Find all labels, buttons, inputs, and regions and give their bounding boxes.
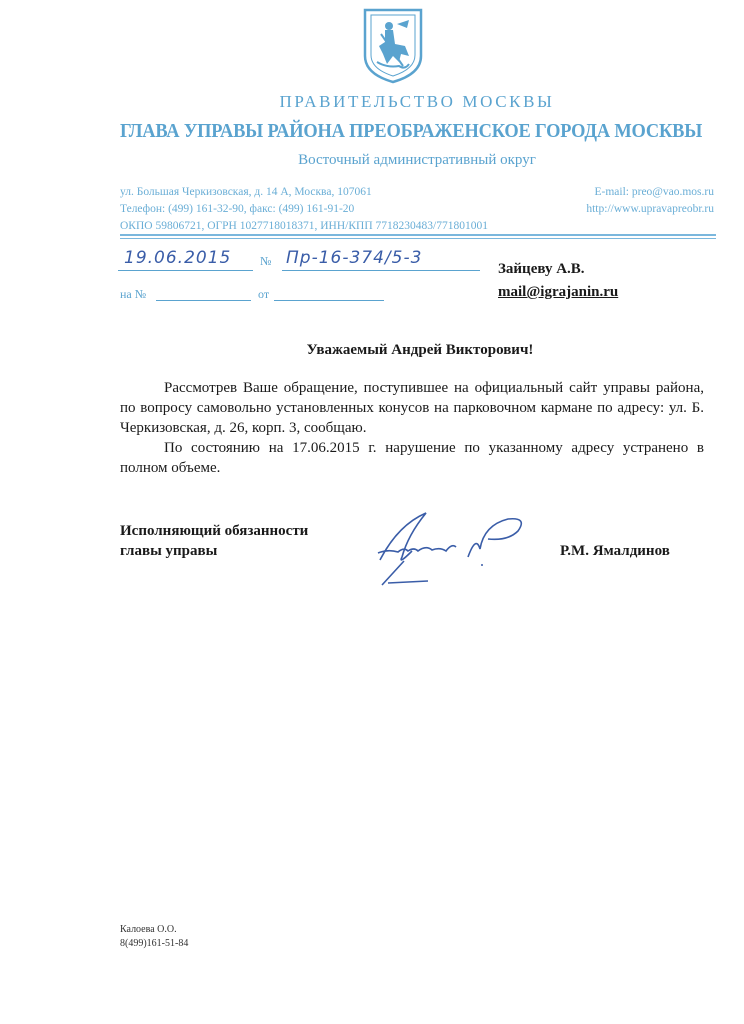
office-address: ул. Большая Черкизовская, д. 14 А, Москва, 107061 [120,186,372,198]
moscow-coat-of-arms-icon [359,6,427,84]
district-name: Восточный административный округ [298,152,536,168]
registration-number-field [282,250,480,271]
office-email[interactable]: E-mail: preo@vao.mos.ru [594,186,714,198]
body-paragraph: Рассмотрев Ваше обращение, поступившее на официальный сайт управы района, по вопросу самовольно установленных конусов на парковочном кармане по адресу: ул. Б. Черкизовская, д. 26, корп. 3, сообщаю. [120,380,704,436]
registration-date-field [118,250,253,271]
signatory-name: Р.М. Ямалдинов [560,543,670,559]
letterhead-divider [120,234,716,236]
from-field [274,290,384,301]
recipient-email[interactable]: mail@igrajanin.ru [498,284,619,300]
registration-number: Пр-16-374/5-3 [286,248,423,268]
executor-name: Калоева О.О. [120,924,177,935]
registration-number-label: № [260,254,272,268]
signatory-role: Исполняющий обязанности [120,523,309,539]
executor-phone: 8(499)161-51-84 [120,938,189,949]
office-website[interactable]: http://www.upravapreobr.ru [586,203,714,215]
body-paragraph: По состоянию на 17.06.2015 г. нарушение по указанному адресу устранено в полном объеме. [120,440,704,476]
office-codes: ОКПО 59806721, ОГРН 1027718018371, ИНН/КПП 7718230483/771801001 [120,220,488,232]
signatory-role-line2: главы управы [120,543,218,559]
recipient-name: Зайцеву А.В. [498,261,585,277]
reference-field [156,290,251,301]
letterhead-divider-thin [120,238,716,239]
reference-label: на № [120,287,147,301]
office-phone: Телефон: (499) 161-32-90, факс: (499) 161-91-20 [120,203,355,215]
letter-body [120,378,704,478]
office-title: ГЛАВА УПРАВЫ РАЙОНА ПРЕОБРАЖЕНСКОЕ ГОРОДА МОСКВЫ [120,120,703,142]
salutation: Уважаемый Андрей Викторович! [306,342,534,358]
government-title: ПРАВИТЕЛЬСТВО МОСКВЫ [279,92,555,111]
handwritten-signature [368,505,538,590]
from-label: от [258,287,270,301]
registration-date: 19.06.2015 [124,248,232,268]
